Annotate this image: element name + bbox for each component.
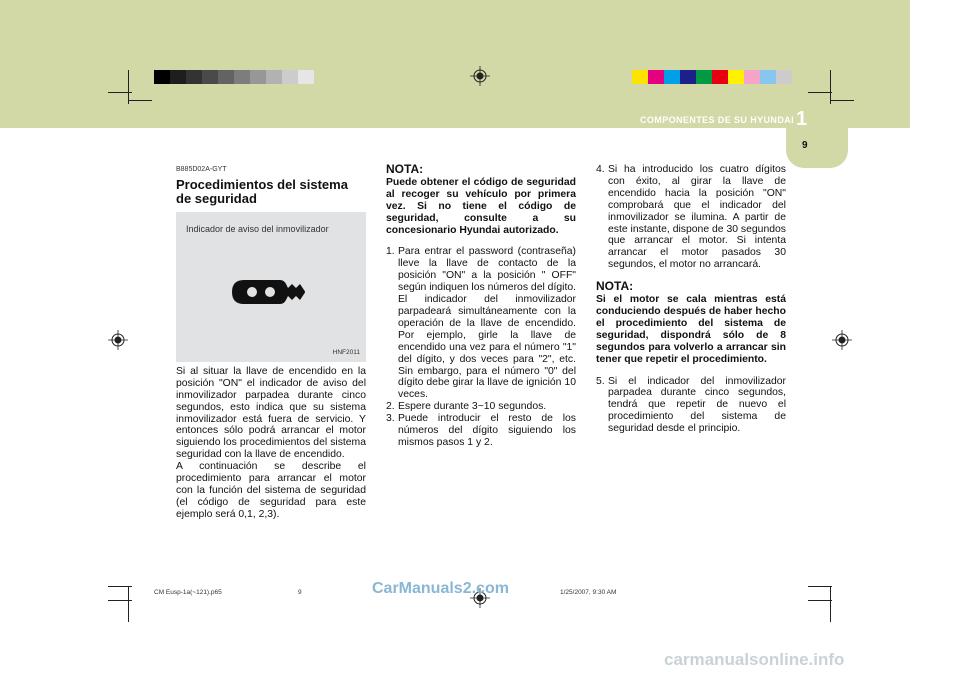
immobilizer-key-icon [230,278,310,306]
steps-list [386,246,576,448]
grey-swatch [266,70,282,84]
watermark-site[interactable]: carmanualsonline.info [664,650,845,669]
color-bar [632,70,792,84]
intro-paragraph: Si al situar la llave de encendido en la posición "ON" el indicador de aviso del inmovilizador parpadea durante cinco segundos, esto indica que su sistema inmovilizador está fuera de servicio. Y entonces sólo podrá arrancar el motor siguiendo los procedimientos del sistema seguridad con la llave de encendido. [176,365,366,461]
grey-swatch [186,70,202,84]
grey-swatch [154,70,170,84]
steps-list-cont [596,164,786,271]
chapter-number: 1 [796,108,808,130]
grey-swatch [298,70,314,84]
list-item: 4. Si ha introducido los cuatro dígitos con éxito, al girar la llave de encendido hacia la posición "ON" comprobará que el indicador del inmovilizador se ilumina. A partir de este instante, dispone de 30 segundos que arrancar el motor. Si intenta arrancar el motor pasados 30 segundos, el motor no arrancará. [596,164,786,271]
chapter-title: COMPONENTES DE SU HYUNDAI [640,115,795,125]
grey-swatch [250,70,266,84]
color-swatch [680,70,696,84]
page-tab [786,128,848,168]
note-body: Si el motor se cala mientras está conduciendo después de haber hecho el procedimiento del sistema de seguridad, dispondrá sólo de 8 segundos para volverlo a arrancar sin tener que repetir el procedimiento. [596,294,786,365]
list-item: 2. Espere durante 3~10 segundos. [386,401,547,413]
registration-mark-top-icon [470,66,490,86]
steps-list-end [596,376,786,436]
footer-page: 9 [298,589,302,596]
section-heading: Procedimientos del sistema de seguridad [176,176,348,206]
page-number: 9 [802,140,808,151]
column-3 [596,164,786,435]
procedure-paragraph: A continuación se describe el procedimiento para arrancar el motor con la función del sistema de seguridad (el código de seguridad para este ejemplo será 0,1, 2,3). [176,461,366,520]
grey-color-bar [154,70,314,84]
grey-swatch [202,70,218,84]
note-title: NOTA: [386,162,424,176]
footer-date: 1/25/2007, 9:30 AM [560,589,617,596]
color-swatch [744,70,760,84]
color-swatch [728,70,744,84]
registration-mark-left-icon [108,330,128,350]
list-item: 1. Para entrar el password (contraseña) lleve la llave de contacto de la posición "ON" a la posición " OFF" según indiquen los números del dígito. El indicador del inmovilizador parpadeará simultáneamente con la operación de la llave de encendido. Por ejemplo, girle la llave de encendido una vez para el número "1" del dígito, y dos veces para "2", etc. Sin embargo, para el número "0" del dígito debe girar la llave de ignición 10 veces. [386,246,576,401]
grey-swatch [218,70,234,84]
immobilizer-figure [176,212,366,362]
color-swatch [648,70,664,84]
registration-mark-right-icon [832,330,852,350]
list-item: 3. Puede introducir el resto de los números del dígito siguiendo los mismos pasos 1 y 2. [386,413,576,448]
figure-code: HNF2011 [332,349,360,356]
grey-swatch [170,70,186,84]
grey-swatch [282,70,298,84]
color-swatch [712,70,728,84]
note-body: Puede obtener el código de seguridad al recoger su vehículo por primera vez. Si no tiene el código de seguridad, consulte a su concesionario Hyundai autorizado. [386,176,576,236]
color-swatch [760,70,776,84]
color-swatch [696,70,712,84]
color-swatch [776,70,792,84]
note-title: NOTA: [596,279,634,294]
color-swatch [664,70,680,84]
grey-swatch [234,70,250,84]
footer-filename: CM Eusp-1a(~121).p65 [154,589,222,596]
color-swatch [632,70,648,84]
figure-caption: Indicador de aviso del inmovilizador [186,223,329,234]
list-item: 5. Si el indicador del inmovilizador parpadea durante cinco segundos, tendrá que repetir de nuevo el procedimiento del sistema de seguridad desde el principio. [596,375,786,435]
column-2 [386,164,576,449]
column-1 [176,164,366,521]
header-band [0,0,910,128]
watermark-link[interactable]: CarManuals2.com [372,580,509,597]
section-code: B885D02A-GYT [176,166,227,173]
